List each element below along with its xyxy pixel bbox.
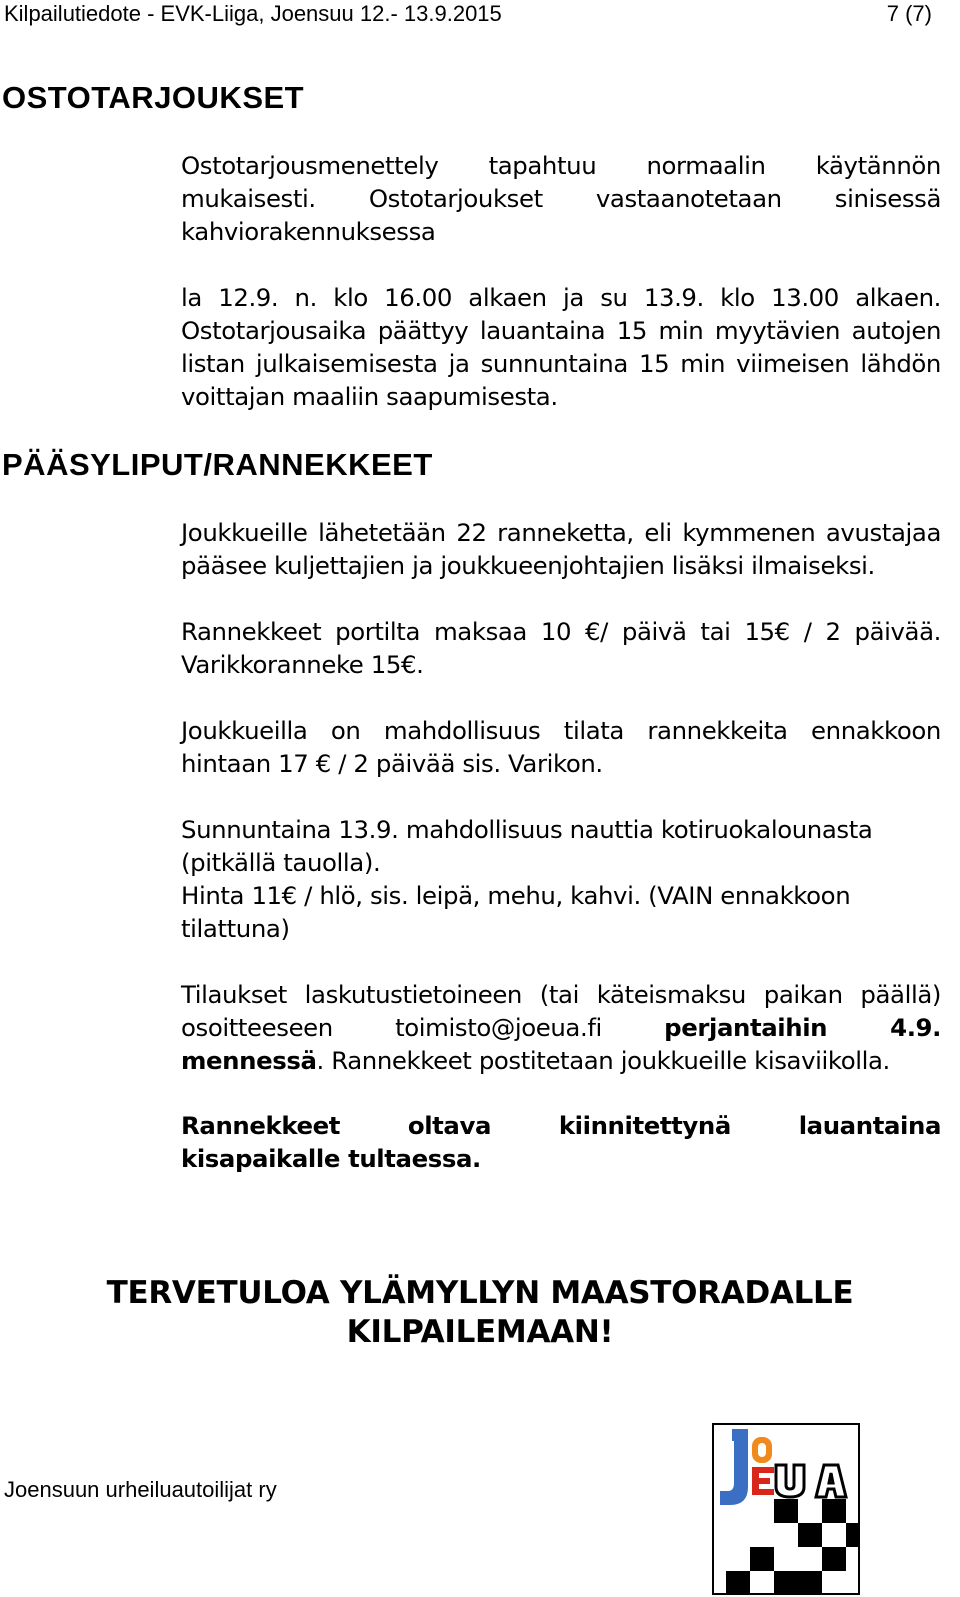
ostotarjoukset-paragraph-2 xyxy=(181,281,941,413)
section-title-paasyliput: PÄÄSYLIPUT/RANNEKKEET xyxy=(2,447,433,482)
text-line: tilattuna) xyxy=(181,914,290,943)
page-number: 7 (7) xyxy=(886,1,932,26)
text-line: Varikkoranneke 15€. xyxy=(181,650,424,679)
text-line: Ostotarjousaika päättyy lauantaina 15 min myytävien autojen xyxy=(181,316,941,345)
text-line: Rannekkeet oltava kiinnitettynä lauantaina xyxy=(181,1111,941,1140)
text-line: listan julkaisemisesta ja sunnuntaina 15 min viimeisen lähdön xyxy=(181,349,941,378)
text-line: mukaisesti. Ostotarjoukset vastaanotetaan sinisessä xyxy=(181,184,941,213)
text-line: Hinta 11€ / hlö, sis. leipä, mehu, kahvi. (VAIN ennakkoon xyxy=(181,881,851,910)
text-line: Joukkueilla on mahdollisuus tilata rannekkeita ennakkoon xyxy=(181,716,941,745)
text-line: la 12.9. n. klo 16.00 alkaen ja su 13.9. klo 13.00 alkaen. xyxy=(181,283,941,312)
paasyliput-paragraph-4 xyxy=(181,813,941,945)
welcome-heading xyxy=(0,1274,960,1352)
text-line: kahviorakennuksessa xyxy=(181,217,436,246)
document-header-title: Kilpailutiedote - EVK-Liiga, Joensuu 12.- 13.9.2015 xyxy=(4,1,502,26)
paasyliput-paragraph-6 xyxy=(181,1109,941,1175)
text-line: voittajan maaliin saapumisesta. xyxy=(181,382,558,411)
deadline-word: mennessä xyxy=(181,1046,317,1075)
text-line: Sunnuntaina 13.9. mahdollisuus nauttia kotiruokalounasta xyxy=(181,815,873,844)
paasyliput-paragraph-1 xyxy=(181,516,941,582)
text-line: Tilaukset laskutustietoineen (tai käteismaksu paikan päällä) xyxy=(181,980,941,1009)
ostotarjoukset-paragraph-1 xyxy=(181,149,941,248)
deadline-date: perjantaihin 4.9. xyxy=(664,1013,941,1042)
text-line: Ostotarjousmenettely tapahtuu normaalin käytännön xyxy=(181,151,941,180)
paasyliput-paragraph-2 xyxy=(181,615,941,681)
paasyliput-paragraph-5 xyxy=(181,978,941,1077)
text-line: Joukkueille lähetetään 22 ranneketta, eli kymmenen avustajaa xyxy=(181,518,941,547)
joeua-logo xyxy=(712,1423,860,1595)
text-line: kisapaikalle tultaessa. xyxy=(181,1144,481,1173)
text-line xyxy=(181,1044,941,1077)
text-line: hintaan 17 € / 2 päivää sis. Varikon. xyxy=(181,749,603,778)
shipping-note: . Rannekkeet postitetaan joukkueille kisaviikolla. xyxy=(316,1046,890,1075)
welcome-line: KILPAILEMAAN! xyxy=(346,1314,614,1350)
text-line: pääsee kuljettajien ja joukkueenjohtajien lisäksi ilmaiseksi. xyxy=(181,551,875,580)
order-address-text: osoitteeseen toimisto@joeua.fi xyxy=(181,1013,602,1042)
section-title-ostotarjoukset: OSTOTARJOUKSET xyxy=(2,80,305,115)
paasyliput-paragraph-3 xyxy=(181,714,941,780)
text-line: (pitkällä tauolla). xyxy=(181,848,381,877)
welcome-line: TERVETULOA YLÄMYLLYN MAASTORADALLE xyxy=(106,1275,854,1311)
text-line xyxy=(181,1011,941,1044)
text-line: Rannekkeet portilta maksaa 10 €/ päivä tai 15€ / 2 päivää. xyxy=(181,617,941,646)
footer-organization: Joensuun urheiluautoilijat ry xyxy=(4,1477,277,1502)
